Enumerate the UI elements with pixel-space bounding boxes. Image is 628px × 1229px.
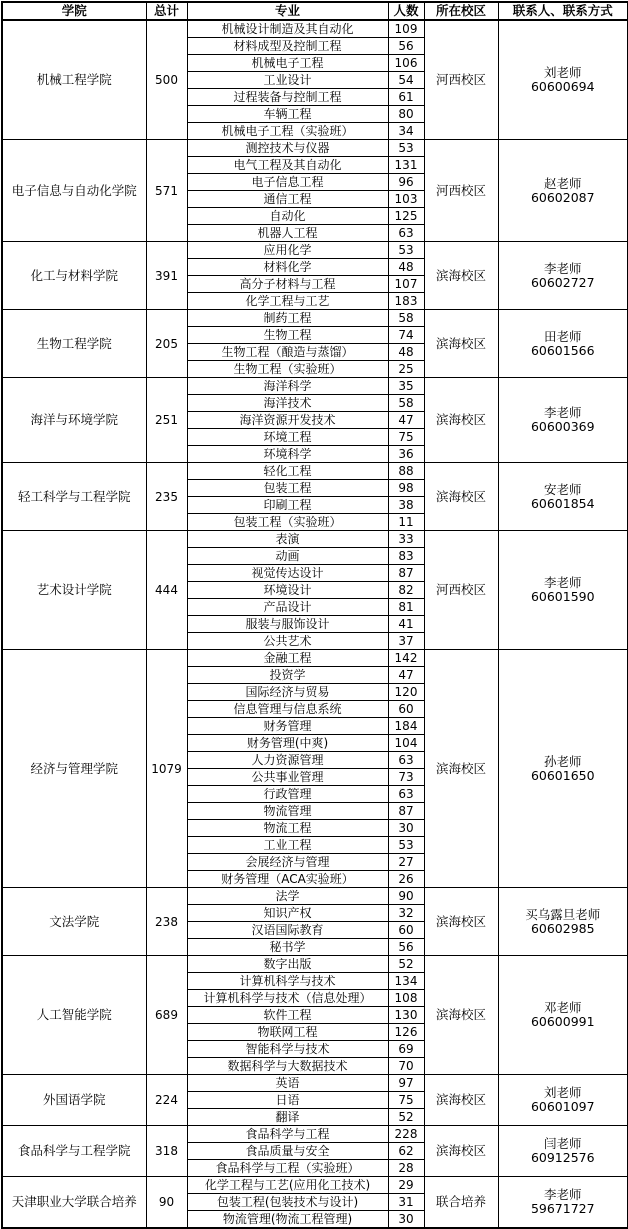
major-count: 184 [388,718,424,735]
major-name: 数字出版 [187,956,388,973]
college-name: 外国语学院 [2,1075,146,1126]
table-body [2,20,628,1228]
campus: 滨海校区 [424,310,498,378]
major-name: 日语 [187,1092,388,1109]
major-count: 104 [388,735,424,752]
major-count: 83 [388,548,424,565]
college-name: 天津职业大学联合培养 [2,1177,146,1229]
major-name: 轻化工程 [187,463,388,480]
enrollment-table [1,1,628,1229]
major-name: 食品科学与工程（实验班） [187,1160,388,1177]
major-count: 125 [388,208,424,225]
major-count: 98 [388,480,424,497]
major-name: 印刷工程 [187,497,388,514]
contact-name: 李老师 [543,405,582,420]
college-name: 艺术设计学院 [2,531,146,650]
major-count: 47 [388,412,424,429]
college-total: 571 [146,140,187,242]
major-name: 机械设计制造及其自动化 [187,20,388,38]
header-college: 学院 [2,2,146,20]
campus: 滨海校区 [424,650,498,888]
major-count: 63 [388,786,424,803]
major-name: 国际经济与贸易 [187,684,388,701]
college-name: 电子信息与自动化学院 [2,140,146,242]
major-count: 35 [388,378,424,395]
college-name: 化工与材料学院 [2,242,146,310]
major-name: 财务管理(中爽) [187,735,388,752]
college-total: 689 [146,956,187,1075]
contact-name: 安老师 [543,481,582,497]
campus: 滨海校区 [424,378,498,463]
major-name: 法学 [187,888,388,905]
major-count: 34 [388,123,424,140]
major-name: 化学工程与工艺 [187,293,388,310]
major-name: 知识产权 [187,905,388,922]
major-name: 包装工程(包装技术与设计) [187,1194,388,1211]
contact-info [498,378,628,463]
table-row [2,888,628,905]
major-count: 48 [388,344,424,361]
major-name: 环境科学 [187,446,388,463]
contact-info [498,1177,628,1229]
major-count: 63 [388,752,424,769]
contact-info [498,140,628,242]
contact-phone: 60600694 [530,79,595,94]
major-name: 物流管理(物流工程管理) [187,1211,388,1229]
major-name: 翻译 [187,1109,388,1126]
major-count: 228 [388,1126,424,1143]
contact-name: 孙老师 [543,753,582,769]
major-name: 计算机科学与技术（信息处理） [187,990,388,1007]
major-name: 高分子材料与工程 [187,276,388,293]
major-count: 52 [388,1109,424,1126]
campus: 滨海校区 [424,463,498,531]
major-count: 75 [388,429,424,446]
major-name: 工业工程 [187,837,388,854]
contact-name: 李老师 [543,260,582,276]
major-name: 汉语国际教育 [187,922,388,939]
major-name: 应用化学 [187,242,388,259]
campus: 滨海校区 [424,1126,498,1177]
major-name: 软件工程 [187,1007,388,1024]
major-name: 秘书学 [187,939,388,956]
college-total: 444 [146,531,187,650]
contact-name: 邓老师 [543,1000,582,1015]
major-count: 58 [388,395,424,412]
major-count: 142 [388,650,424,667]
major-count: 54 [388,72,424,89]
major-count: 61 [388,89,424,106]
contact-name: 闫老师 [543,1136,582,1151]
table-row [2,310,628,327]
major-name: 机器人工程 [187,225,388,242]
major-name: 英语 [187,1075,388,1092]
major-name: 制药工程 [187,310,388,327]
major-count: 96 [388,174,424,191]
major-name: 表演 [187,531,388,548]
major-name: 海洋科学 [187,378,388,395]
campus: 联合培养 [424,1177,498,1229]
major-name: 电子信息工程 [187,174,388,191]
major-name: 包装工程（实验班） [187,514,388,531]
college-name: 食品科学与工程学院 [2,1126,146,1177]
major-name: 海洋资源开发技术 [187,412,388,429]
major-count: 73 [388,769,424,786]
contact-info [498,650,628,888]
college-name: 经济与管理学院 [2,650,146,888]
major-name: 化学工程与工艺(应用化工技术) [187,1177,388,1194]
major-count: 30 [388,1211,424,1229]
major-name: 机械电子工程（实验班） [187,123,388,140]
contact-name: 李老师 [543,1187,582,1202]
campus: 河西校区 [424,531,498,650]
major-count: 131 [388,157,424,174]
major-count: 33 [388,531,424,548]
contact-info [498,888,628,956]
college-total: 318 [146,1126,187,1177]
contact-info [498,20,628,140]
major-count: 106 [388,55,424,72]
major-name: 人力资源管理 [187,752,388,769]
major-name: 产品设计 [187,599,388,616]
contact-phone: 59671727 [530,1201,595,1216]
table-row [2,1126,628,1143]
header-count: 人数 [388,2,424,20]
table-row [2,650,628,667]
major-count: 62 [388,1143,424,1160]
college-total: 500 [146,20,187,140]
major-count: 183 [388,293,424,310]
major-count: 28 [388,1160,424,1177]
campus: 河西校区 [424,20,498,140]
contact-phone: 60602727 [530,274,595,290]
major-count: 88 [388,463,424,480]
major-name: 信息管理与信息系统 [187,701,388,718]
major-name: 自动化 [187,208,388,225]
major-name: 测控技术与仪器 [187,140,388,157]
major-count: 120 [388,684,424,701]
major-count: 56 [388,939,424,956]
header-campus: 所在校区 [424,2,498,20]
major-name: 海洋技术 [187,395,388,412]
major-name: 生物工程（实验班） [187,361,388,378]
major-count: 130 [388,1007,424,1024]
major-count: 52 [388,956,424,973]
contact-phone: 60601097 [530,1099,595,1114]
major-count: 58 [388,310,424,327]
major-name: 通信工程 [187,191,388,208]
college-name: 轻工科学与工程学院 [2,463,146,531]
major-name: 食品质量与安全 [187,1143,388,1160]
contact-info [498,956,628,1075]
major-count: 53 [388,242,424,259]
major-count: 48 [388,259,424,276]
contact-name: 田老师 [543,328,582,344]
header-major: 专业 [187,2,388,20]
major-name: 食品科学与工程 [187,1126,388,1143]
major-count: 60 [388,922,424,939]
major-count: 108 [388,990,424,1007]
major-name: 包装工程 [187,480,388,497]
major-count: 31 [388,1194,424,1211]
major-count: 27 [388,854,424,871]
major-count: 32 [388,905,424,922]
major-count: 53 [388,140,424,157]
major-name: 物流管理 [187,803,388,820]
major-name: 材料化学 [187,259,388,276]
major-count: 26 [388,871,424,888]
major-count: 82 [388,582,424,599]
contact-name: 买乌露旦老师 [525,906,601,922]
contact-phone: 60912576 [530,1150,595,1165]
major-count: 70 [388,1058,424,1075]
major-name: 物流工程 [187,820,388,837]
major-count: 126 [388,1024,424,1041]
major-count: 109 [388,20,424,38]
major-name: 过程装备与控制工程 [187,89,388,106]
college-name: 文法学院 [2,888,146,956]
college-total: 224 [146,1075,187,1126]
contact-info [498,463,628,531]
college-total: 1079 [146,650,187,888]
major-count: 80 [388,106,424,123]
major-name: 财务管理 [187,718,388,735]
contact-info [498,531,628,650]
contact-phone: 60602087 [530,189,595,205]
campus: 河西校区 [424,140,498,242]
major-name: 材料成型及控制工程 [187,38,388,55]
contact-phone: 60600369 [530,419,595,434]
major-name: 电气工程及其自动化 [187,157,388,174]
major-name: 财务管理（ACA实验班） [187,871,388,888]
campus: 滨海校区 [424,888,498,956]
major-count: 107 [388,276,424,293]
contact-name: 刘老师 [543,1085,582,1100]
major-name: 公共艺术 [187,633,388,650]
table-row [2,20,628,38]
major-count: 36 [388,446,424,463]
major-name: 计算机科学与技术 [187,973,388,990]
major-count: 87 [388,565,424,582]
major-name: 会展经济与管理 [187,854,388,871]
major-count: 29 [388,1177,424,1194]
header-contact: 联系人、联系方式 [498,2,628,20]
major-count: 97 [388,1075,424,1092]
table-row [2,242,628,259]
major-name: 智能科学与技术 [187,1041,388,1058]
college-name: 人工智能学院 [2,956,146,1075]
campus: 滨海校区 [424,1075,498,1126]
major-name: 机械电子工程 [187,55,388,72]
contact-phone: 60601854 [530,495,595,511]
header-row [2,2,628,20]
major-count: 103 [388,191,424,208]
major-count: 25 [388,361,424,378]
major-count: 11 [388,514,424,531]
major-count: 37 [388,633,424,650]
major-count: 56 [388,38,424,55]
major-name: 投资学 [187,667,388,684]
header-total: 总计 [146,2,187,20]
major-name: 生物工程（酿造与蒸馏） [187,344,388,361]
major-count: 63 [388,225,424,242]
table-row [2,140,628,157]
college-name: 生物工程学院 [2,310,146,378]
major-name: 视觉传达设计 [187,565,388,582]
contact-phone: 60600991 [530,1014,595,1029]
major-count: 75 [388,1092,424,1109]
table-row [2,1075,628,1092]
major-count: 87 [388,803,424,820]
major-count: 134 [388,973,424,990]
major-name: 金融工程 [187,650,388,667]
major-count: 60 [388,701,424,718]
major-name: 动画 [187,548,388,565]
major-count: 38 [388,497,424,514]
major-count: 81 [388,599,424,616]
major-count: 90 [388,888,424,905]
contact-info [498,1126,628,1177]
table-row [2,531,628,548]
major-count: 30 [388,820,424,837]
college-total: 391 [146,242,187,310]
college-total: 235 [146,463,187,531]
major-name: 生物工程 [187,327,388,344]
contact-name: 李老师 [543,575,582,590]
table-row [2,378,628,395]
major-count: 53 [388,837,424,854]
major-name: 车辆工程 [187,106,388,123]
college-name: 海洋与环境学院 [2,378,146,463]
major-name: 公共事业管理 [187,769,388,786]
major-name: 物联网工程 [187,1024,388,1041]
major-name: 环境工程 [187,429,388,446]
contact-phone: 60601590 [530,589,595,604]
major-count: 69 [388,1041,424,1058]
campus: 滨海校区 [424,242,498,310]
table-row [2,463,628,480]
major-name: 工业设计 [187,72,388,89]
contact-name: 赵老师 [543,175,582,191]
contact-phone: 60602985 [530,920,595,936]
contact-info [498,1075,628,1126]
college-total: 205 [146,310,187,378]
college-name: 机械工程学院 [2,20,146,140]
table-row [2,1177,628,1194]
contact-phone: 60601650 [530,767,595,783]
major-count: 74 [388,327,424,344]
major-name: 行政管理 [187,786,388,803]
college-total: 238 [146,888,187,956]
contact-info [498,242,628,310]
contact-phone: 60601566 [530,342,595,358]
major-name: 服装与服饰设计 [187,616,388,633]
major-name: 数据科学与大数据技术 [187,1058,388,1075]
college-total: 90 [146,1177,187,1229]
major-count: 47 [388,667,424,684]
contact-info [498,310,628,378]
campus: 滨海校区 [424,956,498,1075]
major-name: 环境设计 [187,582,388,599]
major-count: 41 [388,616,424,633]
college-total: 251 [146,378,187,463]
contact-name: 刘老师 [543,65,582,80]
table-row [2,956,628,973]
